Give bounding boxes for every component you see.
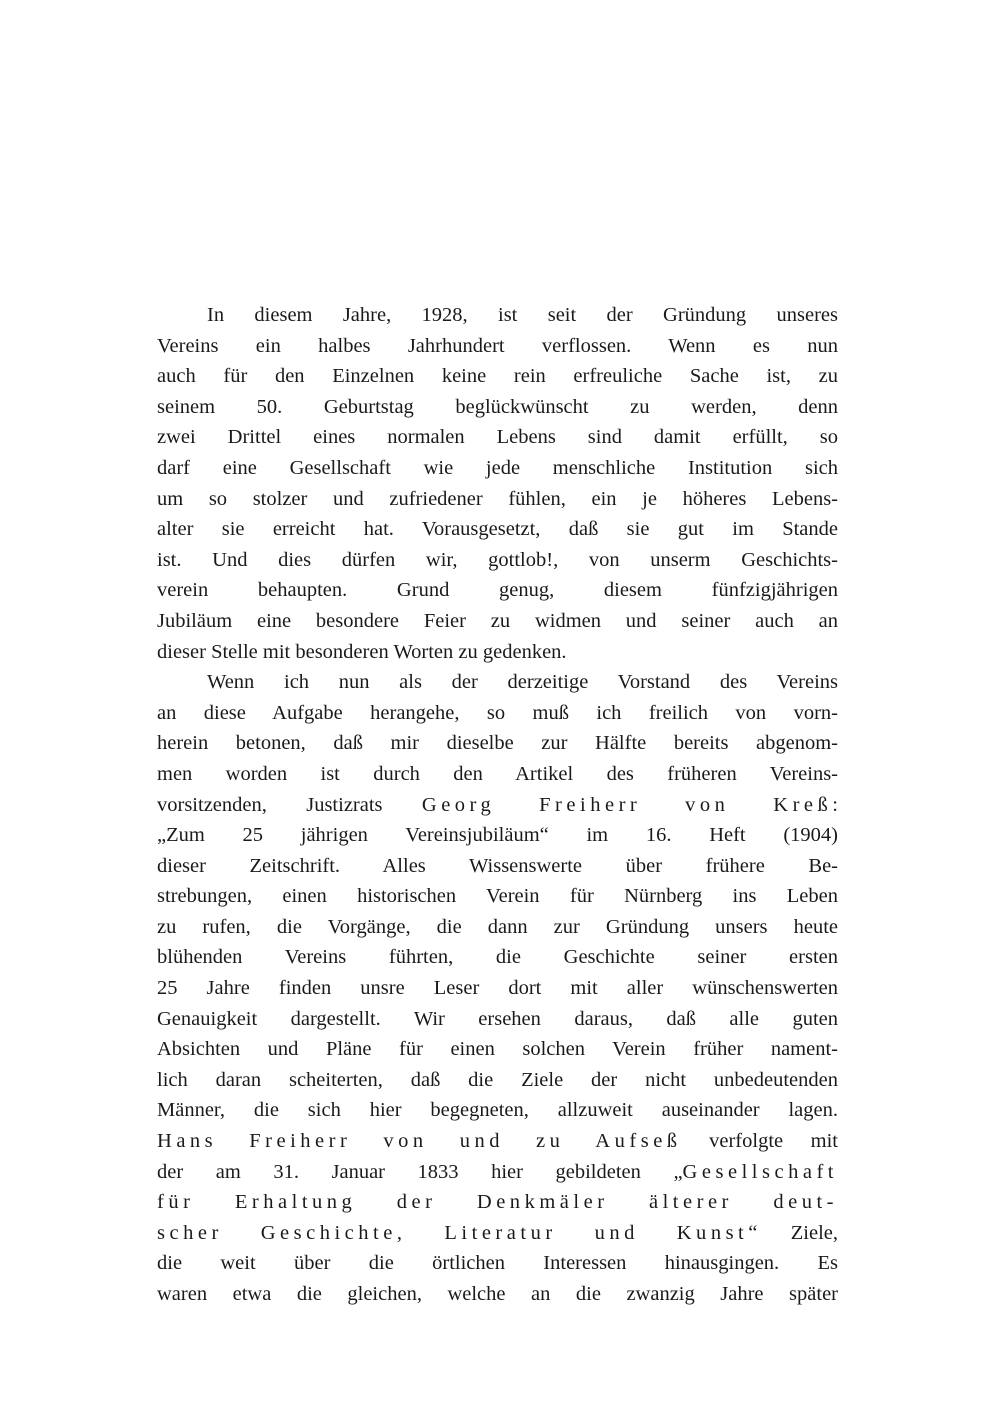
text-line — [157, 1157, 838, 1188]
society-name-part: für Erhaltung der Denkmäler älterer deut- — [157, 1191, 838, 1214]
text-line: Vereins ein halbes Jahrhundert verflossen. Wenn es nun — [157, 334, 838, 357]
society-name-part: scher Geschichte, Literatur und Kunst — [157, 1221, 749, 1244]
text-line — [157, 790, 838, 821]
text-line: Wenn ich nun als der derzeitige Vorstand des Vereins — [207, 671, 838, 694]
text-line: 25 Jahre finden unsre Leser dort mit aller wünschenswerten — [157, 977, 838, 1000]
text-line: dieser Stelle mit besonderen Worten zu gedenken. — [157, 640, 567, 663]
text-segment: : — [832, 793, 838, 816]
text-line: waren etwa die gleichen, welche an die zwanzig Jahre später — [157, 1283, 838, 1305]
paragraph-1 — [157, 300, 838, 667]
text-line: blühenden Vereins führten, die Geschichte seiner ersten — [157, 946, 838, 969]
text-segment: verfolgte mit — [709, 1130, 838, 1153]
paragraph-2 — [157, 667, 838, 1309]
text-line: seinem 50. Geburtstag beglückwünscht zu werden, denn — [157, 395, 838, 418]
text-line: strebungen, einen historischen Verein für Nürnberg ins Leben — [157, 885, 838, 908]
text-line: zu rufen, die Vorgänge, die dann zur Gründung unsers heute — [157, 915, 838, 938]
text-line: Jubiläum eine besondere Feier zu widmen und seiner auch an — [157, 609, 838, 632]
text-line: alter sie erreicht hat. Vorausgesetzt, daß sie gut im Stande — [157, 518, 838, 541]
text-line: Absichten und Pläne für einen solchen Verein früher nament- — [157, 1038, 838, 1061]
text-line — [157, 1218, 838, 1249]
text-line: an diese Aufgabe herangehe, so muß ich freilich von vorn- — [157, 701, 838, 724]
person-name-aufsess: Hans Freiherr von und zu Aufseß — [157, 1130, 682, 1153]
text-line: herein betonen, daß mir dieselbe zur Hälfte bereits abgenom- — [157, 732, 838, 755]
body-text — [157, 300, 838, 1310]
text-line: men worden ist durch den Artikel des früheren Vereins- — [157, 762, 838, 785]
text-line: In diesem Jahre, 1928, ist seit der Gründung unseres — [207, 304, 838, 326]
text-segment: vorsitzenden, Justizrats — [157, 793, 383, 816]
text-line: auch für den Einzelnen keine rein erfreuliche Sache ist, zu — [157, 365, 838, 388]
text-line: verein behaupten. Grund genug, diesem fünfzigjährigen — [157, 579, 838, 602]
text-line: Männer, die sich hier begegneten, allzuweit auseinander lagen. — [157, 1099, 838, 1122]
text-line: zwei Drittel eines normalen Lebens sind damit erfüllt, so — [157, 426, 838, 449]
person-name-kress: Georg Freiherr von Kreß — [421, 793, 833, 816]
text-segment: “ Ziele, — [748, 1221, 838, 1244]
text-line: „Zum 25 jährigen Vereinsjubiläum“ im 16. Heft (1904) — [157, 824, 838, 847]
text-line: dieser Zeitschrift. Alles Wissenswerte über frühere Be- — [157, 854, 838, 877]
text-line: darf eine Gesellschaft wie jede menschliche Institution sich — [157, 456, 838, 479]
text-line: um so stolzer und zufriedener fühlen, ein je höheres Lebens- — [157, 487, 838, 510]
text-line: die weit über die örtlichen Interessen hinausgingen. Es — [157, 1252, 838, 1275]
society-name-part: Gesellschaft — [682, 1160, 838, 1183]
text-segment: der am 31. Januar 1833 hier gebildeten „ — [157, 1160, 683, 1183]
text-line — [157, 1126, 838, 1157]
text-line: Genauigkeit dargestellt. Wir ersehen daraus, daß alle guten — [157, 1007, 838, 1030]
text-line: ist. Und dies dürfen wir, gottlob!, von unserm Geschichts- — [157, 548, 838, 571]
text-line: lich daran scheiterten, daß die Ziele der nicht unbedeutenden — [157, 1068, 838, 1091]
